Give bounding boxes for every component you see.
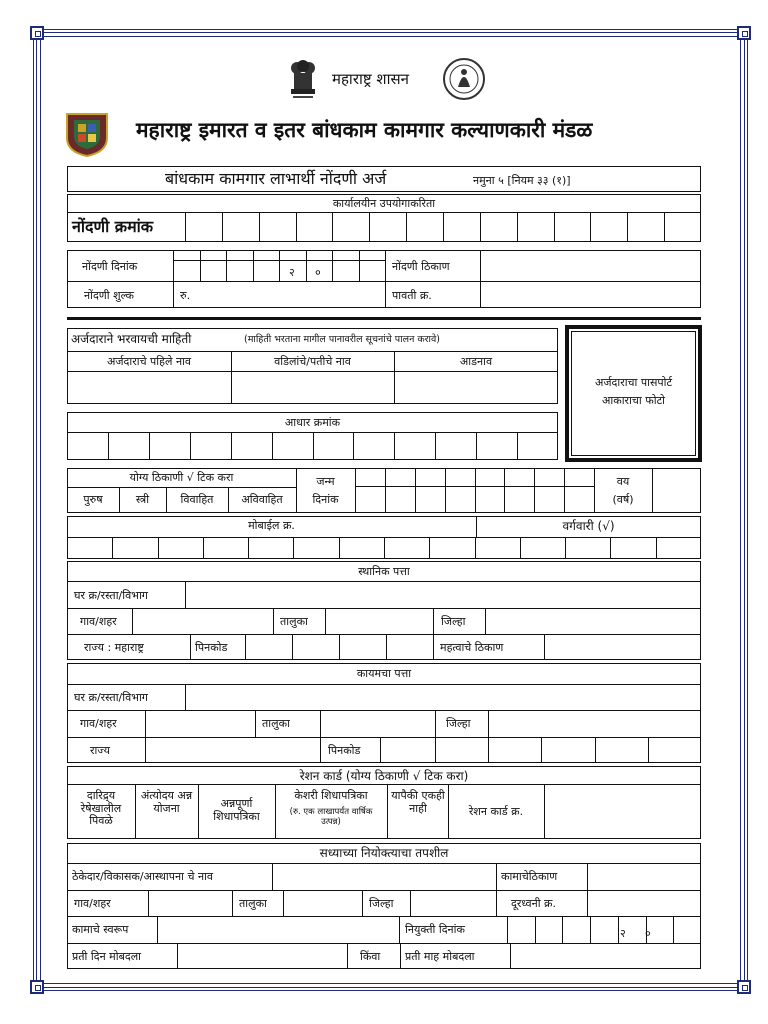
emp-village-label: गाव/शहर — [74, 897, 111, 910]
cell-divider — [248, 537, 249, 559]
corner-ornament — [737, 26, 751, 40]
cell-divider — [369, 212, 370, 242]
cell-divider — [112, 537, 113, 559]
cell-divider — [108, 432, 109, 460]
perm-address-title: कायमचा पत्ता — [356, 667, 412, 680]
cell-divider — [475, 468, 476, 513]
applicant-info-note: (माहिती भरताना मागील पानावरील सूचनांचे पालन करावे) — [244, 334, 440, 345]
reg-number-cells[interactable] — [185, 212, 701, 242]
contractor-label: ठेकेदार/विकासक/आस्थापना चे नाव — [72, 870, 214, 883]
national-emblem-icon — [288, 58, 318, 102]
cell-divider — [476, 432, 477, 460]
cell-divider — [200, 250, 201, 281]
cell-divider — [610, 537, 611, 559]
perm-house-label: घर क्र/रस्ता/विभाग — [74, 691, 148, 704]
first-name-label: अर्जदाराचे पहिले नाव — [106, 355, 192, 368]
none-option[interactable]: यापैकी एकही नाही — [391, 789, 445, 815]
emp-district-label: जिल्हा — [369, 897, 394, 910]
cell-divider — [415, 468, 416, 513]
reg-number-label: नोंदणी क्रमांक — [72, 217, 154, 236]
local-district-label: जिल्हा — [441, 615, 466, 628]
employer-title: सध्याच्या नियोक्त्याचा तपशील — [319, 846, 449, 860]
cell-divider — [595, 737, 596, 763]
local-address-title: स्थानिक पत्ता — [358, 565, 410, 578]
cell-divider — [664, 212, 665, 242]
surname-field[interactable] — [395, 372, 557, 403]
aadhaar-cells[interactable] — [67, 432, 558, 460]
cell-divider — [590, 916, 591, 943]
appt-year-digit: २ — [620, 927, 626, 940]
cell-divider — [504, 468, 505, 513]
work-type-label: कामाचे स्वरूप — [72, 923, 129, 936]
cell-divider — [222, 212, 223, 242]
cell-divider — [190, 432, 191, 460]
form-rule: नमुना ५ [नियम ३३ (१)] — [473, 174, 571, 187]
age-label: (वर्ष) — [612, 493, 634, 506]
cell-divider — [149, 432, 150, 460]
reg-date-cells[interactable] — [173, 250, 385, 281]
cell-divider — [562, 916, 563, 943]
daily-wage-label: प्रती दिन मोबदला — [72, 950, 142, 963]
ration-card-number-field[interactable] — [545, 785, 700, 838]
mobile-label: मोबाईल क्र. — [248, 519, 295, 532]
married-option[interactable]: विवाहित — [180, 493, 214, 506]
cell-divider — [394, 432, 395, 460]
perm-pincode-cells[interactable] — [435, 737, 701, 763]
cell-divider — [406, 212, 407, 242]
cell-divider — [541, 737, 542, 763]
reg-year-digit: ० — [315, 266, 321, 279]
cell-divider — [488, 737, 489, 763]
cell-divider — [173, 260, 385, 261]
cell-divider — [656, 537, 657, 559]
birth-date-cells[interactable] — [355, 468, 594, 513]
father-name-field[interactable] — [232, 372, 393, 403]
cell-divider — [445, 468, 446, 513]
bpl-option[interactable]: दारिद्र्य रेषेखालील पिवळे — [80, 789, 122, 828]
perm-village-label: गाव/शहर — [80, 717, 117, 730]
surname-label: आडनाव — [459, 355, 493, 368]
local-house-label: घर क्र/रस्ता/विभाग — [74, 589, 148, 602]
cell-divider — [429, 537, 430, 559]
ration-card-number-label: रेशन कार्ड क्र. — [468, 805, 524, 818]
perm-state-label: राज्य — [90, 744, 111, 757]
corner-ornament — [30, 980, 44, 994]
perm-pincode-label: पिनकोड — [328, 744, 361, 757]
phone-label: दूरध्वनी क्र. — [511, 897, 556, 910]
cell-divider — [339, 634, 340, 660]
cell-divider — [520, 537, 521, 559]
cell-divider — [648, 737, 649, 763]
cell-divider — [158, 537, 159, 559]
local-village-label: गाव/शहर — [80, 615, 117, 628]
reg-place-label: नोंदणी ठिकाण — [392, 260, 450, 273]
corner-ornament — [737, 980, 751, 994]
perm-taluka-label: तालुका — [262, 717, 290, 730]
birth-label: जन्म — [316, 475, 335, 488]
cell-divider — [517, 432, 518, 460]
cell-divider — [203, 537, 204, 559]
monthly-wage-label: प्रती माह मोबदला — [405, 950, 475, 963]
category-label: वर्गवारी (√) — [562, 519, 615, 533]
local-state-label: राज्य : महाराष्ट्र — [84, 641, 144, 654]
keshari-note: (रु. एक लाखापर्यंत वार्षिक उत्पन्न) — [289, 807, 373, 827]
cell-divider — [359, 250, 360, 281]
cell-divider — [554, 212, 555, 242]
cell-divider — [385, 468, 386, 513]
local-taluka-label: तालुका — [280, 615, 308, 628]
tick-instruction: योग्य ठिकाणी √ टिक करा — [129, 471, 234, 484]
cell-divider — [185, 212, 186, 242]
cell-divider — [313, 432, 314, 460]
cell-divider — [306, 250, 307, 281]
section-divider — [67, 317, 701, 320]
annapurna-option[interactable]: अन्नपूर्णा शिधापत्रिका — [213, 797, 260, 823]
male-option[interactable]: पुरुष — [83, 493, 103, 506]
cell-divider — [355, 486, 594, 487]
first-name-field[interactable] — [68, 372, 230, 403]
cell-divider — [296, 212, 297, 242]
emp-taluka-label: तालुका — [239, 897, 267, 910]
unmarried-option[interactable]: अविवाहित — [241, 493, 283, 506]
antyodaya-option[interactable]: अंत्योदय अन्न योजना — [140, 789, 193, 815]
receipt-label: पावती क्र. — [392, 289, 432, 302]
cell-divider — [517, 212, 518, 242]
cell-divider — [590, 212, 591, 242]
cell-divider — [231, 432, 232, 460]
contractor-field[interactable] — [273, 864, 495, 889]
workplace-label: कामाचेठिकाण — [501, 870, 558, 883]
cell-divider — [259, 212, 260, 242]
cell-divider — [618, 916, 619, 943]
office-use-title: कार्यालयीन उपयोगाकरिता — [332, 197, 436, 210]
cell-divider — [353, 432, 354, 460]
father-name-label: वडिलांचे/पतीचे नाव — [274, 355, 351, 368]
form-title: बांधकाम कामगार लाभार्थी नोंदणी अर्ज — [165, 169, 387, 188]
cell-divider — [279, 250, 280, 281]
local-pincode-cells[interactable] — [245, 634, 433, 660]
important-place-label: महत्वाचे ठिकाण — [440, 641, 504, 654]
organization-title: महाराष्ट्र इमारत व इतर बांधकाम कामगार कल्याणकारी मंडळ — [136, 118, 593, 142]
or-label: किंवा — [360, 950, 381, 963]
cell-divider — [293, 537, 294, 559]
photo-label: अर्जदाराचा पासपोर्ट आकाराचा फोटो — [594, 376, 673, 407]
cell-divider — [565, 537, 566, 559]
perm-house-field[interactable] — [186, 685, 700, 709]
ration-title: रेशन कार्ड (योग्य ठिकाणी √ टिक करा) — [299, 769, 469, 783]
cell-divider — [386, 634, 387, 660]
cell-divider — [292, 634, 293, 660]
keshari-option[interactable]: केशरी शिधापत्रिका — [294, 789, 368, 802]
cell-divider — [673, 916, 674, 943]
appt-year-digit: ० — [645, 927, 651, 940]
government-label: महाराष्ट्र शासन — [332, 70, 409, 88]
local-house-field[interactable] — [186, 582, 700, 607]
age-field[interactable] — [653, 469, 700, 512]
cell-divider — [627, 212, 628, 242]
cell-divider — [253, 250, 254, 281]
reg-year-digit: २ — [289, 266, 295, 279]
cell-divider — [272, 432, 273, 460]
mobile-category-cells[interactable] — [67, 537, 701, 559]
cell-divider — [535, 916, 536, 943]
applicant-info-label: अर्जदाराने भरवायची माहिती — [71, 332, 192, 346]
aadhaar-label: आधार क्रमांक — [284, 416, 341, 429]
cell-divider — [564, 468, 565, 513]
cell-divider — [507, 916, 508, 943]
maharashtra-seal-icon — [442, 57, 486, 101]
cell-divider — [443, 212, 444, 242]
birth-label: दिनांक — [312, 493, 339, 506]
corner-ornament — [30, 26, 44, 40]
reg-fee-label: नोंदणी शुल्क — [84, 289, 134, 302]
cell-divider — [384, 537, 385, 559]
cell-divider — [475, 537, 476, 559]
cell-divider — [226, 250, 227, 281]
board-logo-icon — [62, 108, 112, 158]
appointment-date-label: नियुक्ती दिनांक — [405, 923, 465, 936]
age-label: वय — [616, 475, 630, 488]
cell-divider — [435, 432, 436, 460]
cell-divider — [332, 212, 333, 242]
perm-district-label: जिल्हा — [446, 717, 471, 730]
local-pincode-label: पिनकोड — [195, 641, 228, 654]
cell-divider — [332, 250, 333, 281]
rupee-label: रु. — [180, 289, 191, 302]
cell-divider — [480, 212, 481, 242]
reg-date-label: नोंदणी दिनांक — [82, 260, 138, 273]
cell-divider — [534, 468, 535, 513]
cell-divider — [339, 537, 340, 559]
female-option[interactable]: स्त्री — [135, 493, 150, 506]
appointment-date-cells[interactable] — [507, 916, 701, 943]
